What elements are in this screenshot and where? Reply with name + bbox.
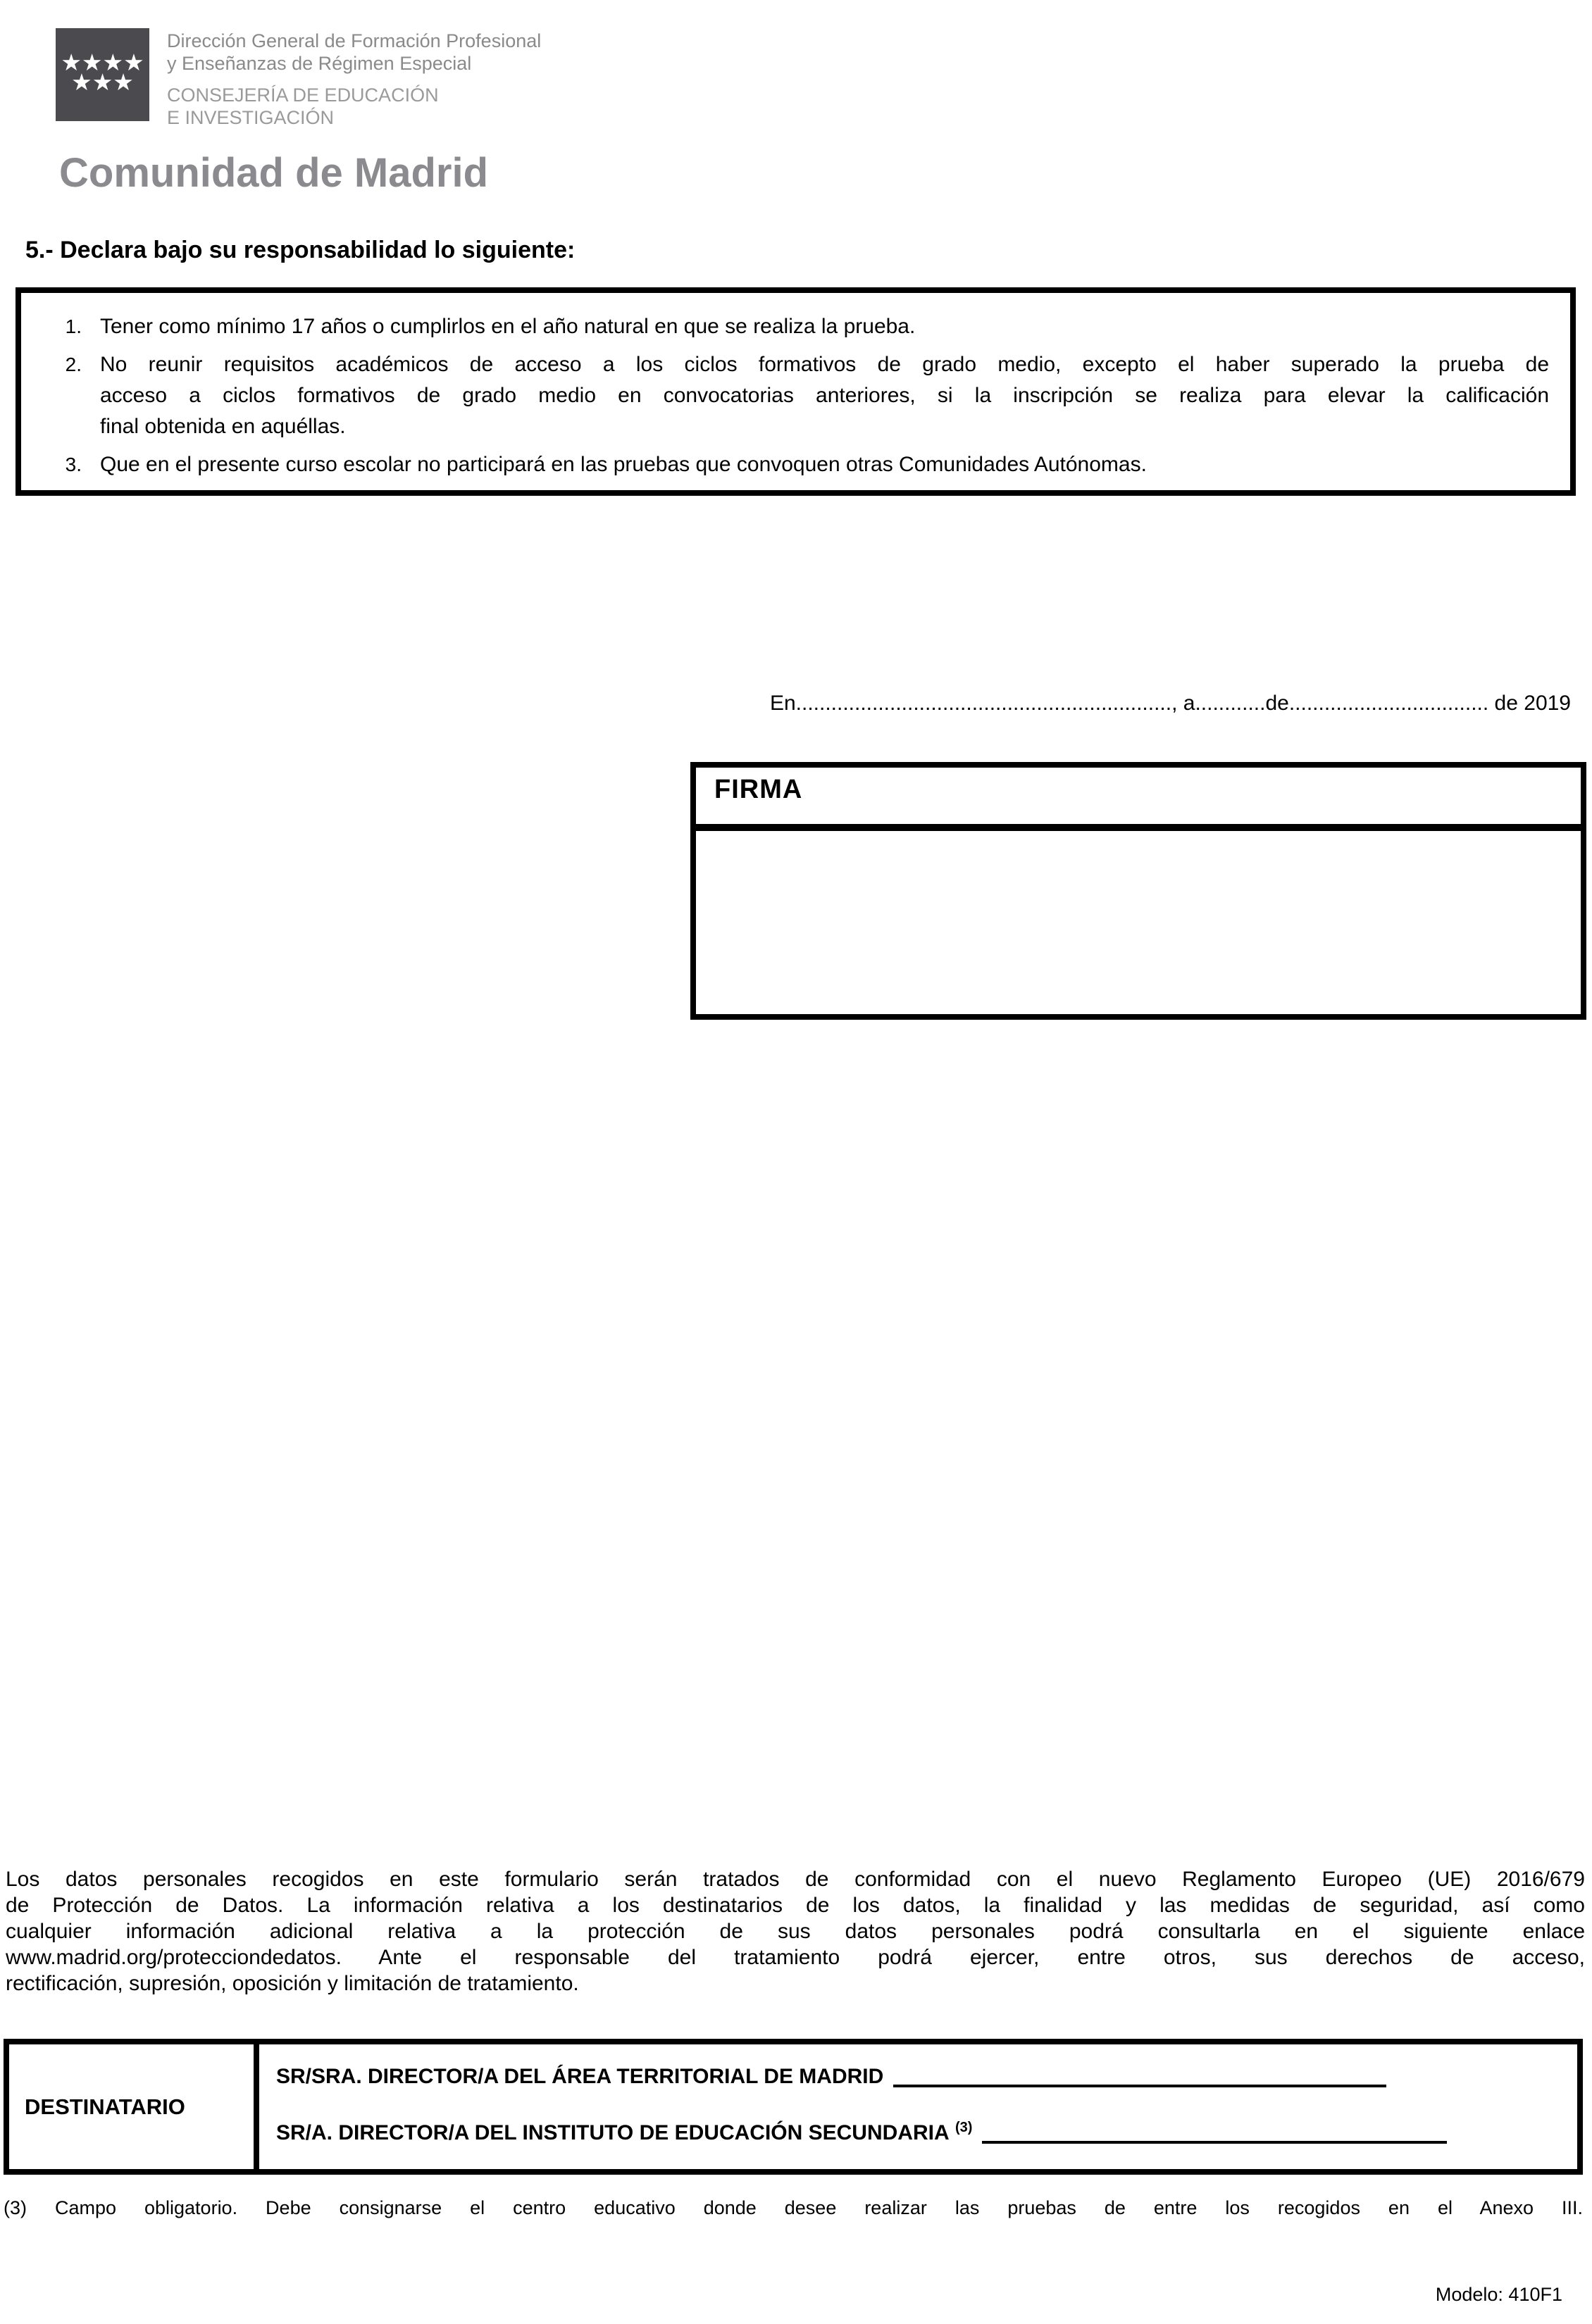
recipient-line-instituto (276, 2115, 1577, 2146)
footnote-reference-3: (3) (954, 2120, 973, 2135)
consejeria-line1: CONSEJERÍA DE EDUCACIÓN (167, 85, 439, 106)
item-text-line: final obtenida en aquéllas. (100, 415, 346, 438)
privacy-line: cualquier información adicional relativa a la protección de sus datos personales podrá consultarla en el siguiente enlace (6, 1920, 1585, 1943)
signature-box (690, 762, 1586, 1020)
item-number: 3. (65, 454, 82, 475)
dept-name-line1: Dirección General de Formación Profesional (167, 30, 542, 51)
privacy-line: de Protección de Datos. La información relativa a los destinatarios de los datos, la finalidad y las medidas de seguridad, así como (6, 1894, 1585, 1917)
declaration-item (21, 449, 1549, 480)
item-number: 1. (65, 316, 82, 337)
recipient-line1-blank-field[interactable] (893, 2085, 1386, 2087)
declaration-item (21, 349, 1549, 442)
privacy-line: Los datos personales recogidos en este formulario serán tratados de conformidad con el nuevo Reglamento Europeo (UE) 2016/679 (6, 1868, 1585, 1891)
madrid-flag-stars-icon: ★★★ (71, 69, 134, 95)
header-org-text (167, 30, 541, 129)
item-number: 2. (65, 354, 82, 375)
dept-name-line2: y Enseñanzas de Régimen Especial (167, 53, 472, 74)
item-text-line: Tener como mínimo 17 años o cumplirlos en el año natural en que se realiza la prueba. (100, 315, 916, 338)
footnote-3: (3) Campo obligatorio. Debe consignarse el centro educativo donde desee realizar las pruebas de entre los recogidos en el Anexo III. (4, 2197, 1583, 2218)
spacer (167, 75, 541, 84)
signature-area[interactable] (696, 831, 1581, 1021)
item-text (100, 449, 1549, 480)
comunidad-de-madrid-wordmark: Comunidad de Madrid (59, 150, 488, 196)
destinatario-label: DESTINATARIO (9, 2044, 259, 2169)
section5-heading: 5.- Declara bajo su responsabilidad lo siguiente: (25, 237, 576, 263)
declaration-item (21, 311, 1549, 342)
signature-box-label: FIRMA (696, 768, 1581, 831)
destinatario-box (4, 2039, 1583, 2175)
recipient-line2-blank-field[interactable] (982, 2141, 1447, 2144)
privacy-line: www.madrid.org/protecciondedatos. Ante el responsable del tratamiento podrá ejercer, entre otros, sus derechos de acceso, (6, 1946, 1585, 1969)
destinatario-recipients (259, 2044, 1577, 2169)
item-text (100, 349, 1549, 442)
recipient-line2-text: SR/A. DIRECTOR/A DEL INSTITUTO DE EDUCACIÓN SECUNDARIA (276, 2121, 950, 2144)
madrid-flag-logo (56, 28, 149, 121)
madrid-flag-stars-icon: ★★★★ (61, 49, 144, 75)
place-and-date-fill-in[interactable]: En................................................................, a............de.................................. de 2019 (769, 692, 1571, 715)
consejeria-line2: E INVESTIGACIÓN (167, 107, 335, 128)
item-text-line: No reunir requisitos académicos de acceso a los ciclos formativos de grado medio, excepto el haber superado la prueba de (100, 353, 1549, 376)
declaration-box (15, 287, 1576, 496)
recipient-line-area-territorial (276, 2064, 1577, 2089)
item-text-line: Que en el presente curso escolar no participará en las pruebas que convoquen otras Comunidades Autónomas. (100, 453, 1147, 476)
form-model-code: Modelo: 410F1 (1435, 2284, 1562, 2305)
privacy-line: rectificación, supresión, oposición y limitación de tratamiento. (6, 1972, 579, 1995)
item-text-line: acceso a ciclos formativos de grado medio en convocatorias anteriores, si la inscripción se realiza para elevar la calificación (100, 384, 1549, 407)
recipient-line1-text: SR/SRA. DIRECTOR/A DEL ÁREA TERRITORIAL DE MADRID (276, 2065, 884, 2088)
data-protection-notice (6, 1866, 1585, 1997)
item-text (100, 311, 1549, 342)
